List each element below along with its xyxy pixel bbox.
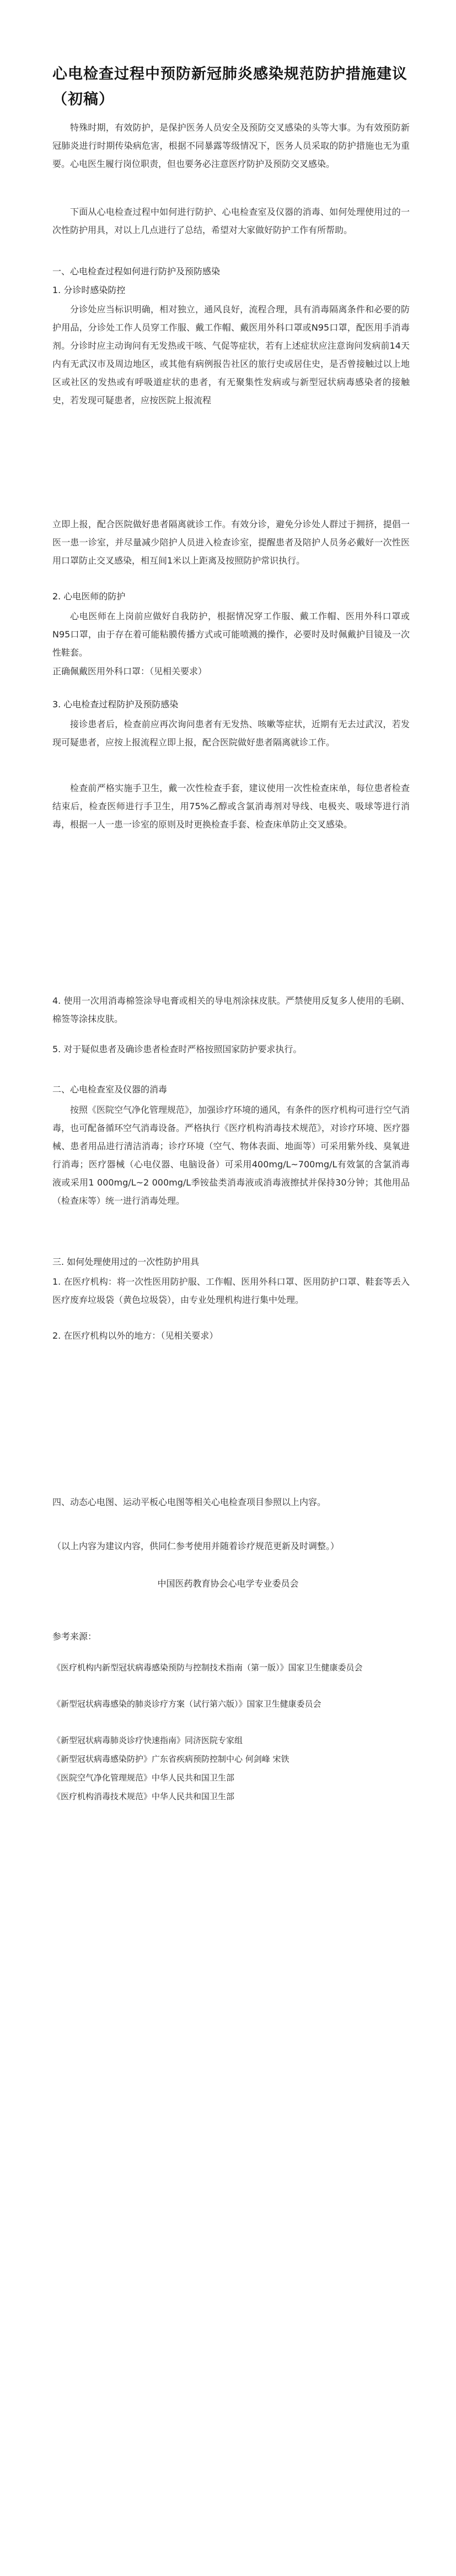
intro-paragraph-1: 特殊时期，有效防护，是保护医务人员安全及预防交叉感染的头等大事。为有效预防新冠肺炎进行时期传染病危害，根据不同暴露等级情况下，医务人员采取的防护措施也无为重要。心电医生履行岗位职责，但也要务必注意医疗防护及预防交叉感染。 [52, 122, 410, 169]
sub1-heading: 1. 分诊时感染防控 [52, 285, 126, 295]
sub5-paragraph: 5. 对于疑似患者及确诊患者检查时严格按照国家防护要求执行。 [52, 1044, 302, 1054]
sub1-paragraph-1: 分诊处应当标识明确，相对独立，通风良好，流程合理，具有消毒隔离条件和必要的防护用品，分诊处工作人员穿工作服、戴工作帽、戴医用外科口罩或N95口罩，配医用手消毒剂。分诊时应主动询问有无发热或干咳、气促等症状，若有上述症状应注意询问发病前14天内有无武汉市及周边地区，或其他有病例报告社区的旅行史或居住史，是否曾接触过以上地区或社区的发热或有呼吸道症状的患者，有无聚集性发病或与新型冠状病毒感染者的接触史，若发现可疑患者，应按医院上报流程 [52, 304, 410, 405]
sub3-paragraph-2: 检查前严格实施手卫生，戴一次性检查手套，建议使用一次性检查床单，每位患者检查结束后，检查医师进行手卫生，用75%乙醇或含氯消毒剂对导线、电极夹、吸球等进行消毒，根据一人一患一诊室的原则及时更换检查手套、检查床单防止交叉感染。 [52, 783, 410, 830]
sub1-paragraph-2: 立即上报，配合医院做好患者隔离就诊工作。有效分诊，避免分诊处人群过于拥挤，提倡一医一患一诊室，并尽量减少陪护人员进入检查诊室，提醒患者及陪护人员务必戴好一次性医用口罩防止交叉感染，相互间1米以上距离及按照防护常识执行。 [52, 519, 410, 566]
section2-heading: 二、心电检查室及仪器的消毒 [52, 1084, 168, 1095]
sub4-paragraph: 4. 使用一次用消毒棉签涂导电膏或相关的导电剂涂抹皮肤。严禁使用反复多人使用的毛刷、棉签等涂抹皮肤。 [52, 995, 410, 1024]
section3-item-2: 2. 在医疗机构以外的地方：（见相关要求） [52, 1330, 218, 1341]
section4-text: 四、动态心电图、运动平板心电图等相关心电检查项目参照以上内容。 [52, 1497, 326, 1507]
section3-item-1: 1. 在医疗机构：将一次性医用防护服、工作帽、医用外科口罩、医用防护口罩、鞋套等丢入医疗废弃垃圾袋（黄色垃圾袋），由专业处理机构进行集中处理。 [52, 1276, 410, 1305]
section3-heading: 三. 如何处理使用过的一次性防护用具 [52, 1257, 200, 1267]
section2-paragraph: 按照《医院空气净化管理规范》，加强诊疗环境的通风，有条件的医疗机构可进行空气消毒，也可配备循环空气消毒设备。严格执行《医疗机构消毒技术规范》，对诊疗环境、医疗器械、患者用品进行清洁消毒；诊疗环境（空气、物体表面、地面等）可采用紫外线、臭氧进行消毒；医疗器械（心电仪器、电脑设备）可采用400mg/L~700mg/L有效氯的含氯消毒液或采用1 000mg/L~2 000mg/L季铵盐类消毒液或消毒液擦拭并保持30分钟；其他用品（检查床等）统一进行消毒处理。 [52, 1105, 410, 1206]
reference-item: 《新型冠状病毒感染防护》广东省疾病预防控制中心 何剑峰 宋铁 [52, 1754, 289, 1764]
page-title: 心电检查过程中预防新冠肺炎感染规范防护措施建议（初稿） [52, 66, 407, 108]
sub3-heading: 3. 心电检查过程防护及预防感染 [52, 699, 179, 710]
reference-item: 《医疗机构消毒技术规范》中华人民共和国卫生部 [52, 1792, 235, 1801]
reference-item: 《医院空气净化管理规范》中华人民共和国卫生部 [52, 1773, 235, 1783]
reference-item: 《新型冠状病毒感染的肺炎诊疗方案（试行第六版）》国家卫生健康委员会 [52, 1699, 321, 1709]
sub2-heading: 2. 心电医师的防护 [52, 591, 126, 602]
reference-item: 《新型冠状病毒肺炎诊疗快速指南》同济医院专家组 [52, 1735, 243, 1745]
sub2-paragraph-1: 心电医师在上岗前应做好自我防护，根据情况穿工作服、戴工作帽、医用外科口罩或N95口罩，由于存在着可能粘膜传播方式或可能喷溅的操作，必要时及时佩戴护目镜及一次性鞋套。 [52, 611, 410, 658]
sub3-paragraph-1: 接诊患者后，检查前应再次询问患者有无发热、咳嗽等症状，近期有无去过武汉，若发现可疑患者，应按上报流程立即上报，配合医院做好患者隔离就诊工作。 [52, 719, 410, 748]
references-heading: 参考来源： [52, 1631, 97, 1642]
sub2-note: 正确佩戴医用外科口罩：（见相关要求） [52, 666, 207, 677]
intro-paragraph-2: 下面从心电检查过程中如何进行防护、心电检查室及仪器的消毒、如何处理使用过的一次性防护用具，对以上几点进行了总结，希望对大家做好防护工作有所帮助。 [52, 207, 410, 235]
remark-text: （以上内容为建议内容，供同仁参考使用并随着诊疗规范更新及时调整。） [52, 1541, 340, 1551]
reference-item: 《医疗机构内新型冠状病毒感染预防与控制技术指南（第一版）》国家卫生健康委员会 [52, 1663, 363, 1673]
signature: 中国医药教育协会心电学专业委员会 [157, 1578, 299, 1589]
section1-heading: 一、心电检查过程如何进行防护及预防感染 [52, 266, 221, 277]
